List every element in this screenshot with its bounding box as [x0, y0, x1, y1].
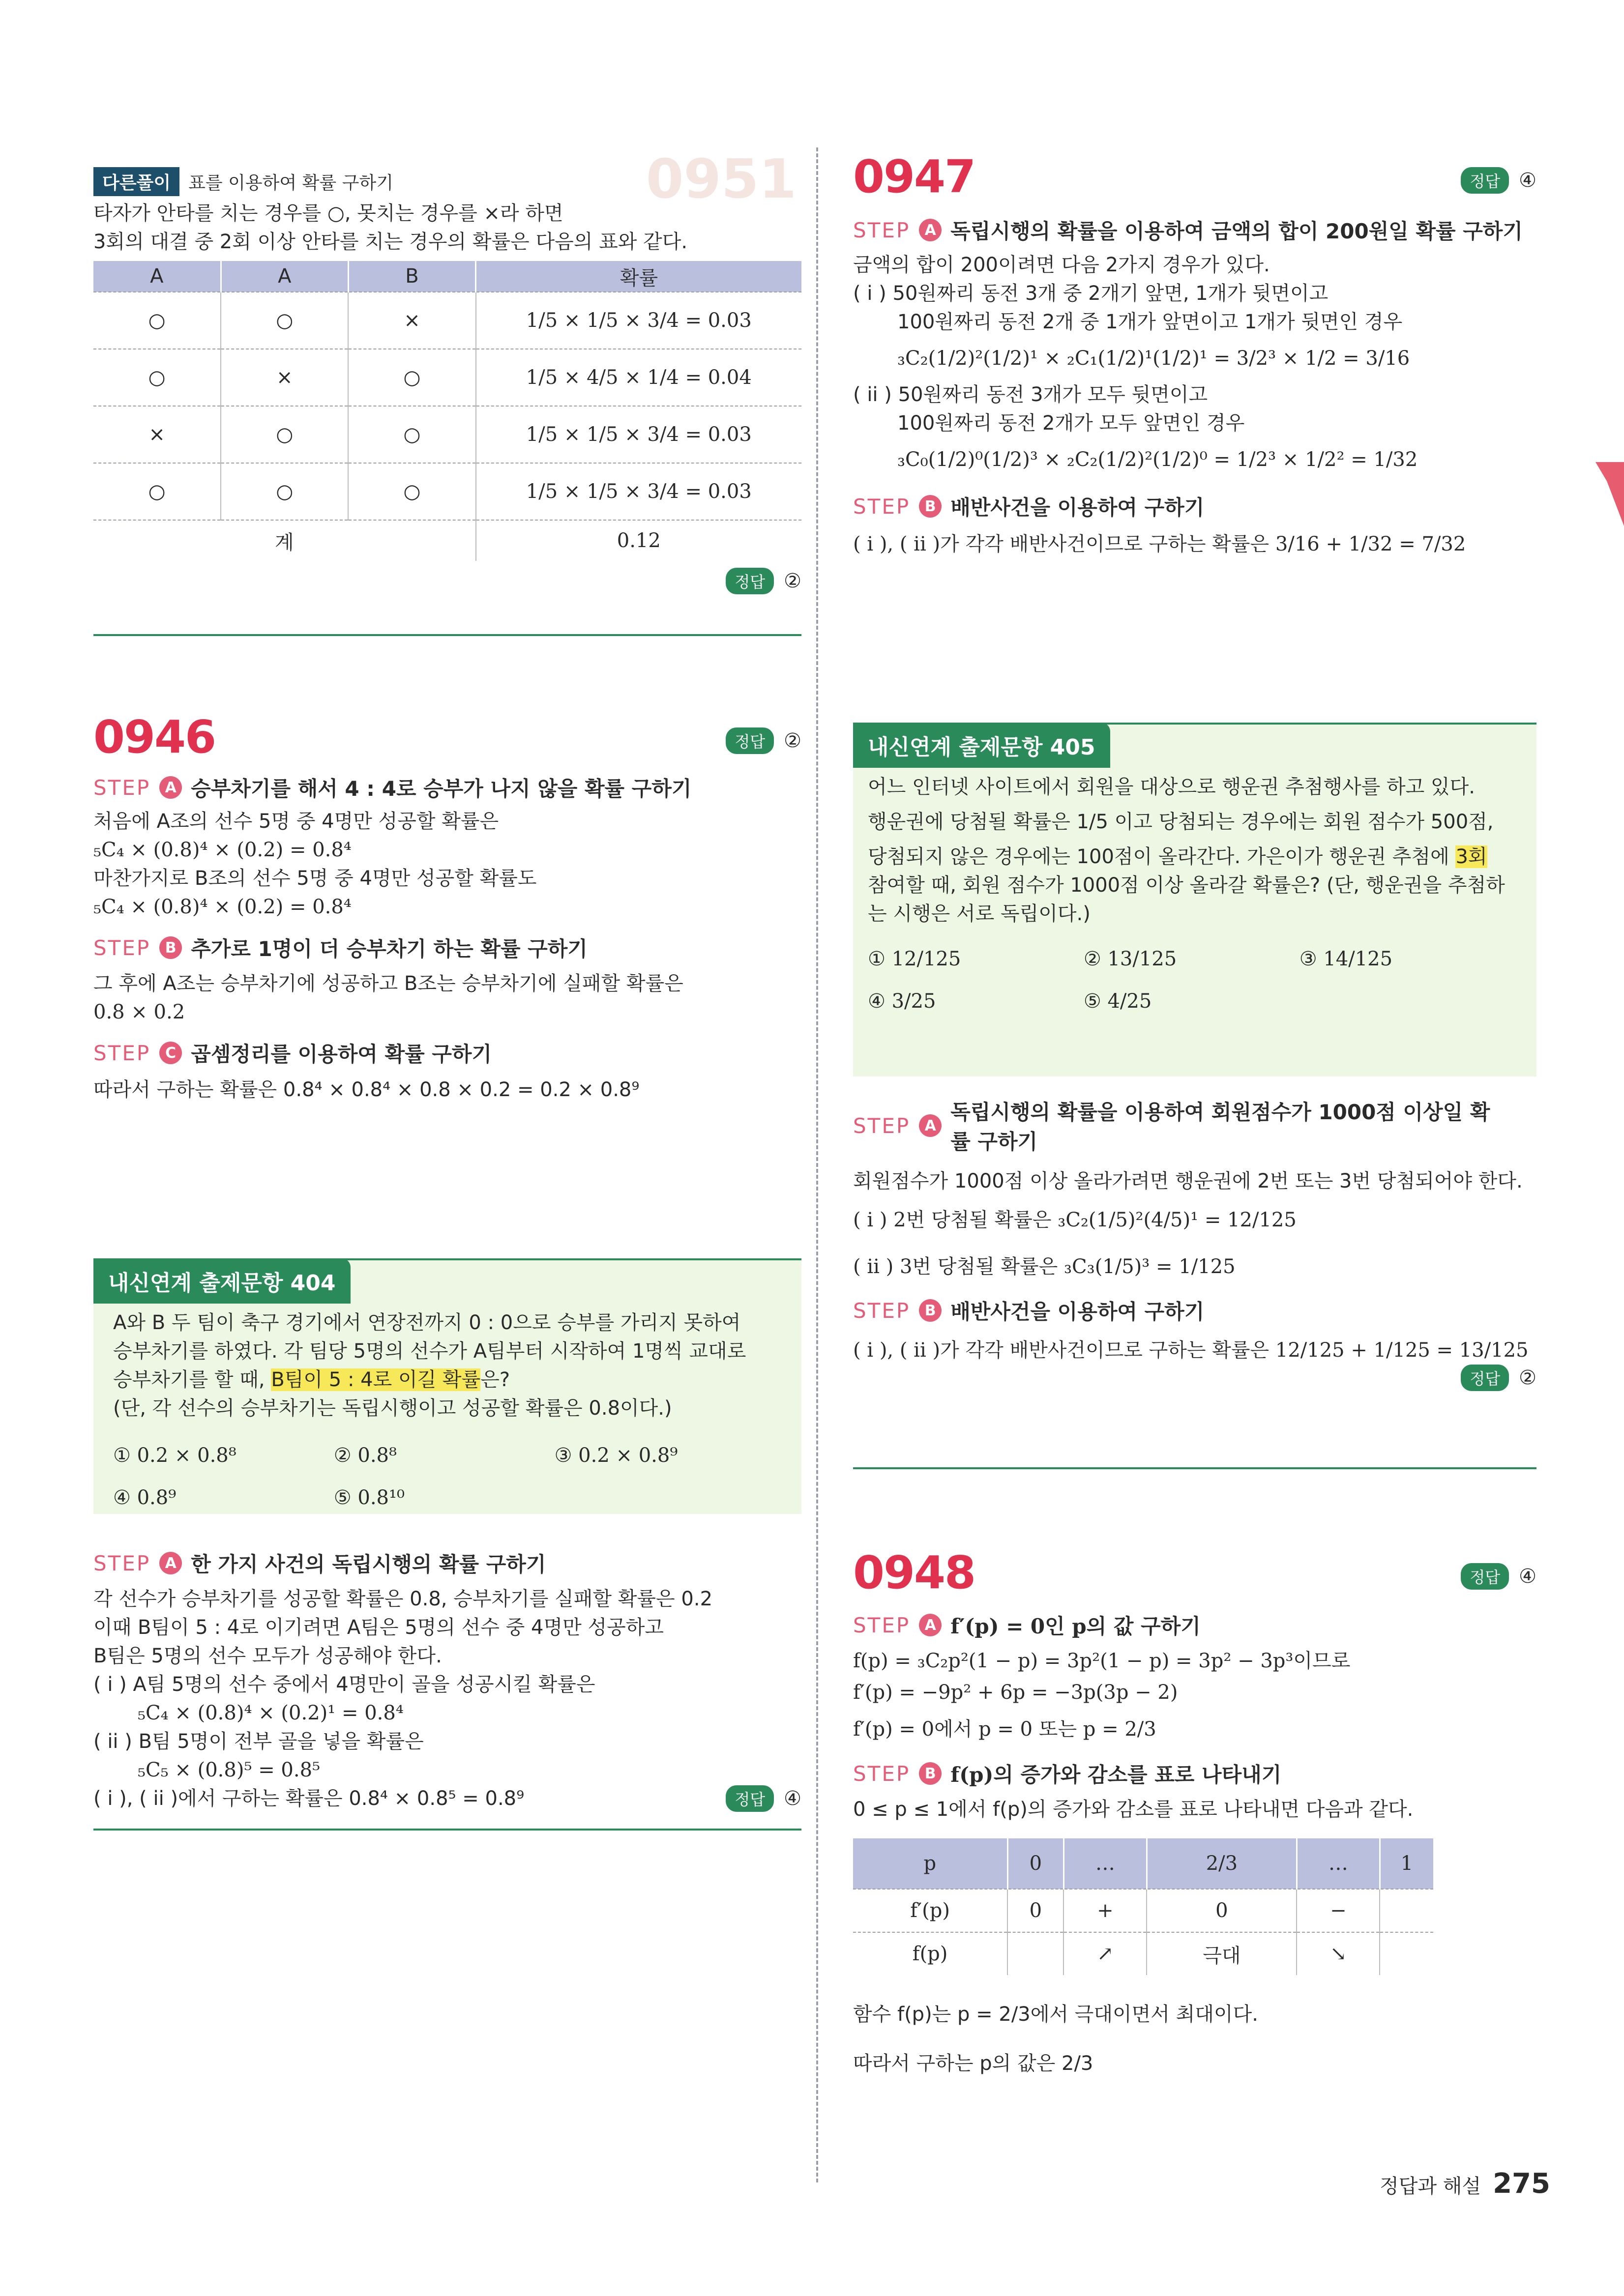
table-cell: × — [221, 349, 348, 406]
table-header-row — [853, 1838, 1433, 1889]
naesin-header: 내신연계 출제문항 404 — [93, 1258, 351, 1304]
page-tab-marker — [1595, 462, 1624, 526]
problem-line-with-highlight — [868, 843, 1522, 871]
table-cell: ○ — [348, 349, 475, 406]
formula-line: ( i ) 2번 당첨될 확률은 ₃C₂(1/5)²(4/5)¹ = 12/125 — [853, 1209, 1297, 1231]
table-header: 확률 — [476, 261, 801, 292]
step-title: 곱셈정리를 이용하여 확률 구하기 — [191, 1042, 492, 1066]
naesin-405 — [853, 723, 1536, 1076]
solution-line: ₅C₅ × (0.8)⁵ = 0.8⁵ — [138, 1759, 321, 1781]
solution-line: ₅C₄ × (0.8)⁴ × (0.2) = 0.8⁴ — [93, 896, 352, 918]
table-header: 0 — [1007, 1838, 1063, 1889]
solution-line: ( i ), ( ii )에서 구하는 확률은 0.8⁴ × 0.8⁵ = 0.8⁹ — [93, 1787, 525, 1810]
problem-line-with-highlight — [113, 1366, 782, 1394]
alt-line-2: 3회의 대결 중 2회 이상 안타를 치는 경우의 확률은 다음의 표와 같다. — [93, 231, 688, 253]
table-cell: × — [348, 292, 475, 349]
solution-line: 이때 B팀이 5 : 4로 이기려면 A팀은 5명의 선수 중 4명만 성공하고 — [93, 1616, 664, 1639]
section-separator — [853, 1467, 1536, 1469]
question-0948 — [853, 1548, 1536, 2083]
option-4[interactable]: ④ 3/25 — [868, 990, 936, 1013]
table-total-value: 0.12 — [476, 520, 801, 561]
table-cell: ○ — [221, 406, 348, 463]
question-number: 0948 — [853, 1546, 975, 1599]
naesin-problem — [93, 1304, 801, 1524]
highlighted-text: B팀이 5 : 4로 이길 확률 — [271, 1368, 481, 1391]
answer-badge: 정답 — [1461, 1365, 1509, 1391]
table-cell — [1007, 1932, 1063, 1975]
step-b-icon: B — [919, 1762, 942, 1785]
option-1[interactable]: ① 12/125 — [868, 948, 961, 970]
answer-badge: 정답 — [1461, 167, 1509, 194]
solution-line: ( ii ) 50원짜리 동전 3개가 모두 뒷면이고 — [853, 383, 1208, 406]
step-a-icon: A — [159, 1552, 182, 1574]
option-5[interactable]: ⑤ 4/25 — [1083, 990, 1152, 1013]
conclusion-row — [93, 1784, 801, 1813]
step-title: 독립시행의 확률을 이용하여 금액의 합이 200원일 확률 구하기 — [950, 219, 1523, 243]
solution-line: 마찬가지로 B조의 선수 5명 중 4명만 성공할 확률도 — [93, 867, 537, 890]
problem-line: 참여할 때, 회원 점수가 1000점 이상 올라갈 확률은? (단, 행운권을 추첨하 — [868, 874, 1505, 897]
solution-line: ₅C₄ × (0.8)⁴ × (0.2) = 0.8⁴ — [93, 839, 352, 861]
step-title: 독립시행의 확률을 이용하여 회원점수가 1000점 이상일 확률 구하기 — [950, 1100, 1490, 1154]
table-cell: 극대 — [1147, 1932, 1297, 1975]
step-a-icon: A — [919, 219, 942, 241]
step-c-icon: C — [159, 1042, 182, 1064]
table-row — [853, 1932, 1433, 1975]
formula-line: f(p) = ₃C₂p²(1 − p) = 3p²(1 − p) = 3p² − 3p³이므로 — [853, 1650, 1351, 1672]
table-header: A — [221, 261, 348, 292]
formula-line: f′(p) = −9p² + 6p = −3p(3p − 2) — [853, 1681, 1178, 1704]
table-header: 2/3 — [1147, 1838, 1297, 1889]
step-b-heading — [853, 1296, 1536, 1325]
step-title: 한 가지 사건의 독립시행의 확률 구하기 — [191, 1552, 546, 1576]
alt-solution-badge: 다른풀이 — [93, 167, 179, 196]
solution-line: ( i ), ( ii )가 각각 배반사건이므로 구하는 확률은 3/16 + 1/32 = 7/32 — [853, 533, 1466, 555]
highlighted-text: 3회 — [1455, 845, 1487, 868]
table-cell: 1/5 × 4/5 × 1/4 = 0.04 — [476, 349, 801, 406]
solution-line: 100원짜리 동전 2개 중 1개가 앞면이고 1개가 뒷면인 경우 — [897, 311, 1403, 333]
table-header-row — [93, 261, 801, 292]
question-answer — [1461, 1563, 1536, 1590]
step-label: STEP — [853, 1613, 911, 1637]
answer-badge: 정답 — [726, 568, 774, 594]
table-cell: ○ — [221, 463, 348, 520]
table-cell: ○ — [93, 463, 221, 520]
problem-text: 은? — [480, 1368, 510, 1391]
table-cell: ↘ — [1297, 1932, 1380, 1975]
answer-value: ④ — [1519, 1565, 1536, 1588]
table-header: … — [1297, 1838, 1380, 1889]
step-a-heading — [853, 1096, 1536, 1155]
step-a-icon: A — [919, 1114, 942, 1137]
step-title: 배반사건을 이용하여 구하기 — [950, 1300, 1205, 1324]
solution-line: 처음에 A조의 선수 5명 중 4명만 성공할 확률은 — [93, 810, 499, 833]
solution-line: ( i ) 50원짜리 동전 3개 중 2개기 앞면, 1개가 뒷면이고 — [853, 282, 1329, 305]
step-label: STEP — [853, 218, 911, 242]
answer-value: ④ — [1519, 169, 1536, 192]
step-label: STEP — [853, 1761, 911, 1786]
table-header: B — [348, 261, 475, 292]
answer-badge: 정답 — [726, 1785, 774, 1812]
step-label: STEP — [853, 1298, 911, 1323]
step-title: 추가로 1명이 더 승부차기 하는 확률 구하기 — [191, 937, 588, 961]
table-cell: ○ — [221, 292, 348, 349]
table-row — [93, 292, 801, 349]
alt-line-1: 타자가 안타를 치는 경우를 ○, 못치는 경우를 ×라 하면 — [93, 202, 563, 225]
question-0946 — [93, 713, 801, 1104]
problem-line: (단, 각 선수의 승부차기는 독립시행이고 성공할 확률은 0.8이다.) — [113, 1397, 672, 1420]
table-header: … — [1063, 1838, 1147, 1889]
table-cell — [1380, 1932, 1433, 1975]
option-3[interactable]: ③ 14/125 — [1299, 948, 1393, 970]
solution-line: 100원짜리 동전 2개가 모두 앞면인 경우 — [897, 412, 1245, 435]
table-header: A — [93, 261, 221, 292]
problem-line: 승부차기를 하였다. 각 팀당 5명의 선수가 A팀부터 시작하여 1명씩 교대로 — [113, 1340, 746, 1363]
step-label: STEP — [853, 494, 911, 519]
step-c-heading — [93, 1038, 801, 1068]
solution-line: ₅C₄ × (0.8)⁴ × (0.2)¹ = 0.8⁴ — [138, 1702, 404, 1724]
table-cell: ○ — [93, 349, 221, 406]
step-label: STEP — [853, 1113, 911, 1138]
step-label: STEP — [93, 1551, 151, 1575]
increase-decrease-table — [853, 1838, 1433, 1975]
step-a-icon: A — [919, 1614, 942, 1636]
answer-options — [113, 1434, 782, 1519]
option-1[interactable]: ① 0.2 × 0.8⁸ — [113, 1444, 236, 1467]
step-b-heading — [93, 933, 801, 962]
step-a-heading — [853, 215, 1536, 245]
table-header: 1 — [1380, 1838, 1433, 1889]
table-cell: f′(p) — [853, 1889, 1007, 1932]
answer-value: ② — [1519, 1366, 1536, 1389]
problem-text: 당첨되지 않은 경우에는 100점이 올라간다. 가은이가 행운권 추첨에 — [868, 845, 1449, 868]
table-cell: 0 — [1147, 1889, 1297, 1932]
section-separator — [93, 1829, 801, 1831]
solution-line: 0 ≤ p ≤ 1에서 f(p)의 증가와 감소를 표로 나타내면 다음과 같다. — [853, 1798, 1414, 1821]
problem-text: 승부차기를 할 때, — [113, 1368, 265, 1391]
step-title: 승부차기를 해서 4 : 4로 승부가 나지 않을 확률 구하기 — [191, 777, 692, 801]
table-cell: ○ — [348, 406, 475, 463]
step-b-heading — [853, 1759, 1536, 1788]
formula-line: ₃C₂(1/2)²(1/2)¹ × ₂C₁(1/2)¹(1/2)¹ = 3/2³ × 1/2 = 3/16 — [897, 347, 1410, 370]
conclusion-line: 따라서 구하는 p의 값은 2/3 — [853, 2052, 1093, 2075]
table-cell: 1/5 × 1/5 × 3/4 = 0.03 — [476, 406, 801, 463]
question-answer — [1461, 167, 1536, 194]
solution-line: ( i ) A팀 5명의 선수 중에서 4명만이 골을 성공시킬 확률은 — [93, 1673, 595, 1696]
answer — [853, 1365, 1536, 1391]
question-0947 — [853, 152, 1536, 558]
option-3[interactable]: ③ 0.2 × 0.8⁹ — [554, 1444, 678, 1467]
question-number: 0947 — [853, 150, 975, 203]
formula-line: ( ii ) 3번 당첨될 확률은 ₃C₃(1/5)³ = 1/125 — [853, 1255, 1236, 1278]
step-a-heading — [93, 1548, 801, 1578]
table-cell: − — [1297, 1889, 1380, 1932]
naesin-problem — [853, 768, 1536, 1027]
column-divider — [816, 147, 818, 2182]
answer-value: ② — [784, 729, 801, 752]
alt-solution — [93, 147, 801, 594]
question-number: 0946 — [93, 711, 216, 763]
problem-line: 행운권에 당첨될 확률은 1/5 이고 당첨되는 경우에는 회원 점수가 500점, — [868, 811, 1494, 833]
solution-line: ( i ), ( ii )가 각각 배반사건이므로 구하는 확률은 12/125 + 1/125 = 13/125 — [853, 1339, 1529, 1362]
table-cell: 1/5 × 1/5 × 3/4 = 0.03 — [476, 292, 801, 349]
step-a-icon: A — [159, 776, 182, 799]
table-row — [853, 1889, 1433, 1932]
table-total-label: 계 — [93, 520, 476, 561]
answer-value: ② — [784, 570, 801, 592]
answer-badge: 정답 — [1461, 1563, 1509, 1590]
problem-line: A와 B 두 팀이 축구 경기에서 연장전까지 0 : 0으로 승부를 가리지 못하여 — [113, 1311, 741, 1334]
table-cell: 0 — [1007, 1889, 1063, 1932]
option-2[interactable]: ② 0.8⁸ — [333, 1444, 397, 1467]
table-cell: 1/5 × 1/5 × 3/4 = 0.03 — [476, 463, 801, 520]
answer-value: ④ — [784, 1787, 801, 1810]
step-b-icon: B — [919, 1299, 942, 1322]
formula-line: f′(p) = 0에서 p = 0 또는 p = 2/3 — [853, 1718, 1156, 1741]
table-cell: × — [93, 406, 221, 463]
answer — [726, 1785, 801, 1812]
naesin-404 — [93, 1258, 801, 1514]
step-title: 배반사건을 이용하여 구하기 — [950, 495, 1205, 520]
table-cell: + — [1063, 1889, 1147, 1932]
solution-line: ( ii ) B팀 5명이 전부 골을 넣을 확률은 — [93, 1730, 424, 1753]
step-a-heading — [853, 1610, 1536, 1640]
page-number: 275 — [1493, 2168, 1550, 2200]
table-cell: ○ — [93, 292, 221, 349]
naesin-rule — [93, 1258, 801, 1260]
footer-label: 정답과 해설 — [1380, 2175, 1481, 2198]
naesin-header: 내신연계 출제문항 405 — [853, 723, 1110, 768]
step-b-icon: B — [919, 495, 942, 518]
problem-line: 어느 인터넷 사이트에서 회원을 대상으로 행운권 추첨행사를 하고 있다. — [868, 776, 1475, 798]
table-cell: ↗ — [1063, 1932, 1147, 1975]
solution-line: B팀은 5명의 선수 모두가 성공해야 한다. — [93, 1645, 442, 1667]
answer-badge: 정답 — [726, 727, 774, 754]
formula-line: ₃C₀(1/2)⁰(1/2)³ × ₂C₂(1/2)²(1/2)⁰ = 1/2³ × 1/2² = 1/32 — [897, 448, 1418, 471]
table-cell: f(p) — [853, 1932, 1007, 1975]
step-b-icon: B — [159, 936, 182, 959]
solution-line: 금액의 합이 200이려면 다음 2가지 경우가 있다. — [853, 254, 1270, 276]
solution-line: 0.8 × 0.2 — [93, 1001, 185, 1023]
table-row — [93, 406, 801, 463]
alt-answer — [93, 568, 801, 594]
problem-line: 는 시행은 서로 독립이다.) — [868, 902, 1091, 925]
table-row — [93, 463, 801, 520]
solution-line: 각 선수가 승부차기를 성공할 확률은 0.8, 승부차기를 실패할 확률은 0.2 — [93, 1588, 713, 1610]
naesin-404-solution — [93, 1548, 801, 1813]
naesin-rule — [853, 723, 1536, 725]
solution-line: 회원점수가 1000점 이상 올라가려면 행운권에 2번 또는 3번 당첨되어야 한다. — [853, 1170, 1523, 1192]
step-label: STEP — [93, 775, 151, 800]
section-separator — [93, 634, 801, 636]
naesin-405-solution — [853, 1096, 1536, 1391]
option-5[interactable]: ⑤ 0.8¹⁰ — [333, 1486, 405, 1509]
table-row — [93, 349, 801, 406]
solution-line: 그 후에 A조는 승부차기에 성공하고 B조는 승부차기에 실패할 확률은 — [93, 972, 683, 995]
conclusion-line: 함수 f(p)는 p = 2/3에서 극대이면서 최대이다. — [853, 2003, 1258, 2026]
table-total-row — [93, 520, 801, 561]
ghost-number: 0951 — [646, 147, 797, 210]
table-cell — [1380, 1889, 1433, 1932]
step-label: STEP — [93, 1041, 151, 1065]
step-b-heading — [853, 492, 1536, 521]
page-footer — [1380, 2168, 1550, 2200]
table-header: p — [853, 1838, 1007, 1889]
solution-line: 따라서 구하는 확률은 0.8⁴ × 0.8⁴ × 0.8 × 0.2 = 0.2 × 0.8⁹ — [93, 1078, 640, 1101]
table-cell: ○ — [348, 463, 475, 520]
option-2[interactable]: ② 13/125 — [1083, 948, 1177, 970]
step-a-heading — [93, 773, 801, 802]
answer-options — [868, 938, 1522, 1022]
step-label: STEP — [93, 935, 151, 960]
question-answer — [726, 727, 801, 754]
alt-probability-table — [93, 261, 801, 561]
option-4[interactable]: ④ 0.8⁹ — [113, 1486, 177, 1509]
step-title: f′(p) = 0인 p의 값 구하기 — [950, 1614, 1201, 1638]
step-title: f(p)의 증가와 감소를 표로 나타내기 — [950, 1763, 1282, 1787]
alt-solution-subtitle: 표를 이용하여 확률 구하기 — [188, 173, 393, 193]
